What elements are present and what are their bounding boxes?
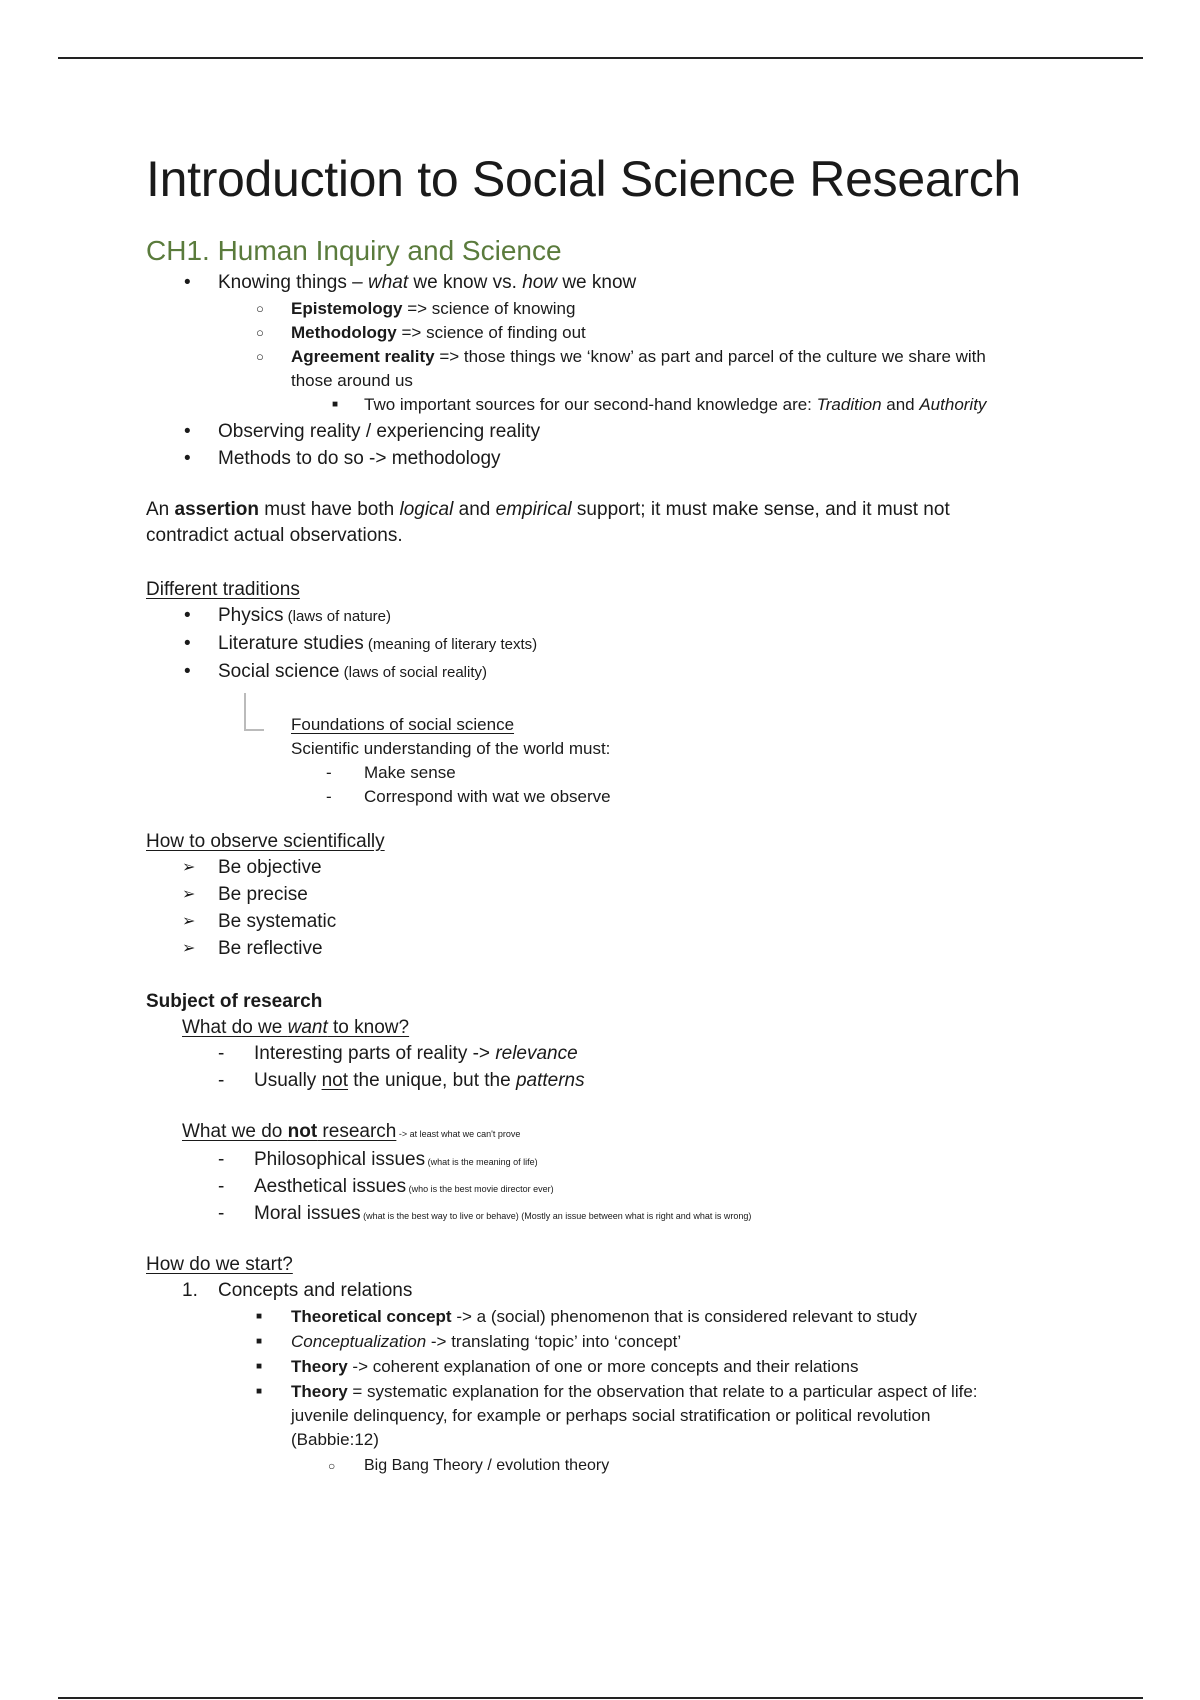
not-research-item: - Philosophical issues (what is the meaning of life)	[146, 1147, 1146, 1174]
square-bullet-icon: ■	[256, 1361, 263, 1372]
bullet-dot-icon: •	[184, 633, 191, 654]
bullet-dot-icon: •	[184, 272, 191, 293]
bullet-dot-icon: •	[184, 421, 191, 442]
observe-item: ➢ Be objective	[146, 855, 1146, 882]
bullet-dot-icon: •	[184, 661, 191, 682]
want-item: - Usually not the unique, but the patterns	[146, 1068, 1146, 1095]
circle-bullet-icon: ○	[256, 325, 264, 340]
square-bullet-icon: ■	[256, 1336, 263, 1347]
observe-item: ➢ Be reflective	[146, 936, 1146, 963]
dash-icon: -	[218, 1149, 225, 1170]
dash-icon: -	[218, 1043, 225, 1064]
observe-item: ➢ Be systematic	[146, 909, 1146, 936]
not-research-item: - Aesthetical issues (who is the best movie director ever)	[146, 1174, 1146, 1201]
square-bullet-icon: ■	[256, 1311, 263, 1322]
foundations-heading: Foundations of social science	[291, 715, 515, 734]
dash-icon: -	[218, 1203, 225, 1224]
corner-arrow-icon	[244, 693, 264, 731]
sub-sub-item-sources: ■ Two important sources for our second-hand knowledge are: Tradition and Authority	[146, 393, 1146, 419]
start-sub-item: ■ Conceptualization -> translating ‘topic’ into ‘concept’	[146, 1330, 1146, 1355]
tradition-item: • Social science (laws of social reality)	[146, 659, 1146, 687]
arrow-bullet-icon: ➢	[182, 859, 196, 876]
sub-item-epistemology: ○ Epistemology => science of knowing	[146, 297, 1146, 321]
start-sub-item: ■ Theoretical concept -> a (social) phenomenon that is considered relevant to study	[146, 1305, 1146, 1330]
start-example: ○ Big Bang Theory / evolution theory	[146, 1454, 1146, 1478]
bullet-observing: • Observing reality / experiencing reality	[146, 419, 1146, 446]
traditions-heading: Different traditions	[146, 579, 300, 600]
document-page	[146, 148, 1146, 1478]
chapter-heading: CH1. Human Inquiry and Science	[146, 235, 562, 266]
start-sub-item: ■ Theory -> coherent explanation of one or more concepts and their relations	[146, 1355, 1146, 1380]
tradition-item: • Physics (laws of nature)	[146, 603, 1146, 631]
circle-bullet-icon: ○	[328, 1459, 336, 1473]
dash-icon: -	[326, 787, 332, 806]
sub-item-agreement-reality: ○ Agreement reality => those things we ‘know’ as part and parcel of the culture we share with those around us	[256, 347, 986, 390]
want-item: - Interesting parts of reality -> relevance	[146, 1041, 1146, 1068]
dash-icon: -	[218, 1070, 225, 1091]
dash-icon: -	[218, 1176, 225, 1197]
dash-icon: -	[326, 763, 332, 782]
observe-item: ➢ Be precise	[146, 882, 1146, 909]
start-sub-item: ■ Theory = systematic explanation for the observation that relate to a particular aspect of life: juvenile delinquency, for example or perhaps social stratification or political revolution (Babbie:12)	[256, 1382, 978, 1449]
not-research-item: - Moral issues (what is the best way to live or behave) (Mostly an issue between what is right and what is wrong)	[146, 1201, 1146, 1228]
circle-bullet-icon: ○	[256, 301, 264, 316]
bullet-dot-icon: •	[184, 605, 191, 626]
page-title: Introduction to Social Science Research	[146, 151, 1021, 207]
want-heading: What do we want to know?	[182, 1017, 410, 1038]
bottom-rule	[58, 1697, 1143, 1699]
start-item: 1. Concepts and relations	[146, 1278, 1146, 1305]
square-bullet-icon: ■	[256, 1386, 263, 1397]
arrow-bullet-icon: ➢	[182, 940, 196, 957]
sub-item-methodology: ○ Methodology => science of finding out	[146, 321, 1146, 345]
foundation-item: Correspond with wat we observe	[364, 787, 611, 806]
start-heading: How do we start?	[146, 1254, 293, 1275]
top-rule	[58, 57, 1143, 59]
tradition-item: • Literature studies (meaning of literary texts)	[146, 631, 1146, 659]
not-research-heading: What we do not research -> at least what we can't prove	[182, 1121, 521, 1142]
square-bullet-icon: ■	[332, 399, 339, 410]
circle-bullet-icon: ○	[256, 349, 264, 364]
bullet-methods: • Methods to do so -> methodology	[146, 446, 1146, 473]
list-number: 1.	[182, 1280, 198, 1301]
assertion-paragraph: An assertion must have both logical and empirical support; it must make sense, and it must not contradict actual observations.	[146, 499, 950, 546]
knowing-text: Knowing things – what we know vs. how we know	[218, 272, 637, 293]
subject-heading: Subject of research	[146, 991, 323, 1012]
foundation-item: Make sense	[364, 763, 456, 782]
bullet-dot-icon: •	[184, 448, 191, 469]
foundations-line: Scientific understanding of the world must:	[291, 739, 611, 758]
foundations-block	[146, 687, 1146, 807]
bullet-knowing	[146, 270, 1146, 297]
arrow-bullet-icon: ➢	[182, 886, 196, 903]
observe-heading: How to observe scientifically	[146, 831, 385, 852]
arrow-bullet-icon: ➢	[182, 913, 196, 930]
